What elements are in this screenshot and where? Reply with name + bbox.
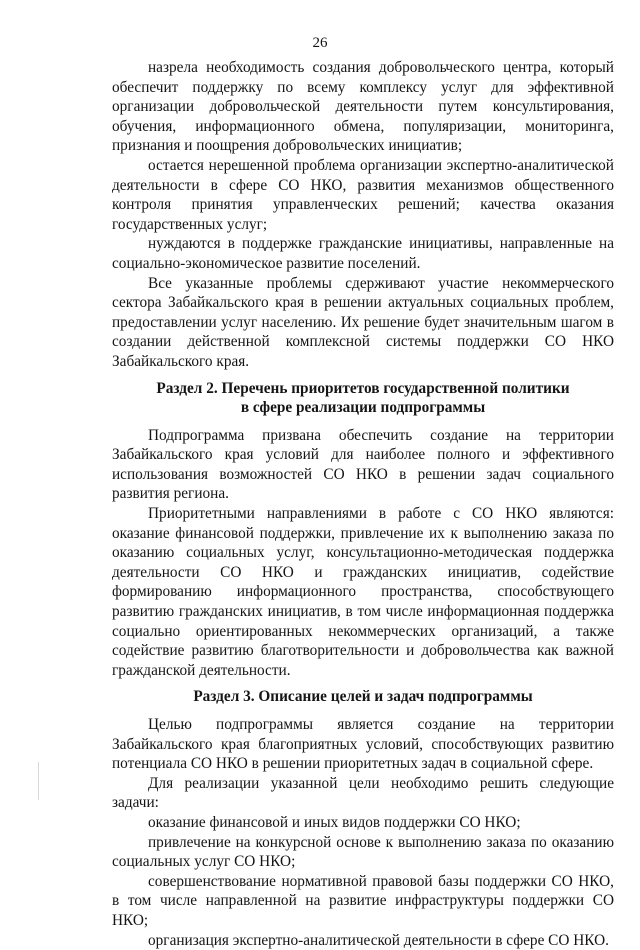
task-item: оказание финансовой и иных видов поддержки СО НКО;: [148, 813, 521, 831]
document-body: [112, 58, 614, 950]
paragraph-civic-initiatives: нуждаются в поддержке гражданские инициативы, направленные на социально-экономическое развитие поселений.: [112, 235, 614, 272]
task-item: организация экспертно-аналитической деятельности в сфере СО НКО.: [148, 931, 609, 949]
section-3-tasks-intro: Для реализации указанной цели необходимо решить следующие задачи:: [112, 774, 614, 812]
paragraph-volunteer-center: назрела необходимость создания добровольческого центра, который обеспечит поддержку по всему комплексу услуг для эффективной организации добровольческой деятельности путем консультирования, обучения, информационного обмена, популяризации, мониторинга, признания и поощрения добровольческих инициатив;: [112, 59, 614, 155]
section-2-heading-line-1: Раздел 2. Перечень приоритетов государственной политики: [156, 379, 570, 397]
paragraph-expert-analysis: остается нерешенной проблема организации экспертно-аналитической деятельности в сфере СО НКО, развития механизмов общественного контроля принятия управленческих решений; качества оказания государственных услуг;: [112, 156, 614, 233]
section-3-heading: [112, 687, 614, 707]
task-item: совершенствование нормативной правовой базы поддержки СО НКО, в том числе направленной на развитие инфраструктуры поддержки СО НКО;: [112, 872, 614, 929]
paragraph-problems-summary: Все указанные проблемы сдерживают участие некоммерческого сектора Забайкальского края в решении актуальных социальных проблем, предоставлении услуг населению. Их решение будет значительным шагом в создании действенной комплексной системы поддержки СО НКО Забайкальского края.: [112, 274, 614, 370]
scan-margin-mark: [38, 762, 39, 800]
section-3-goal: Целью подпрограммы является создание на территории Забайкальского края благоприятных условий, способствующих развитию потенциала СО НКО в решении приоритетных задач в социальной сфере.: [112, 716, 614, 773]
section-2-heading: [112, 379, 614, 418]
task-item: привлечение на конкурсной основе к выполнению заказа по оказанию социальных услуг СО НКО;: [112, 833, 614, 871]
section-2-heading-line-2: в сфере реализации подпрограммы: [240, 399, 486, 417]
section-2-paragraph-purpose: Подпрограмма призвана обеспечить создание на территории Забайкальского края условий для наиболее полного и эффективного использования возможностей СО НКО в решении задач социального развития региона.: [112, 426, 614, 503]
section-3-heading-text: Раздел 3. Описание целей и задач подпрограммы: [193, 688, 533, 706]
page-number: 26: [312, 35, 328, 51]
section-2-paragraph-priorities: Приоритетными направлениями в работе с СО НКО являются: оказание финансовой поддержки, привлечение их к выполнению заказа по оказанию социальных услуг, консультационно-методическая поддержка деятельности СО НКО и гражданских инициатив, содействие формированию информационного пространства, способствующего развитию гражданских инициатив, в том числе информационная поддержка социально ориентированных некоммерческих организаций, а также содействие развитию благотворительности и добровольчества как важной гражданской деятельности.: [112, 505, 614, 679]
